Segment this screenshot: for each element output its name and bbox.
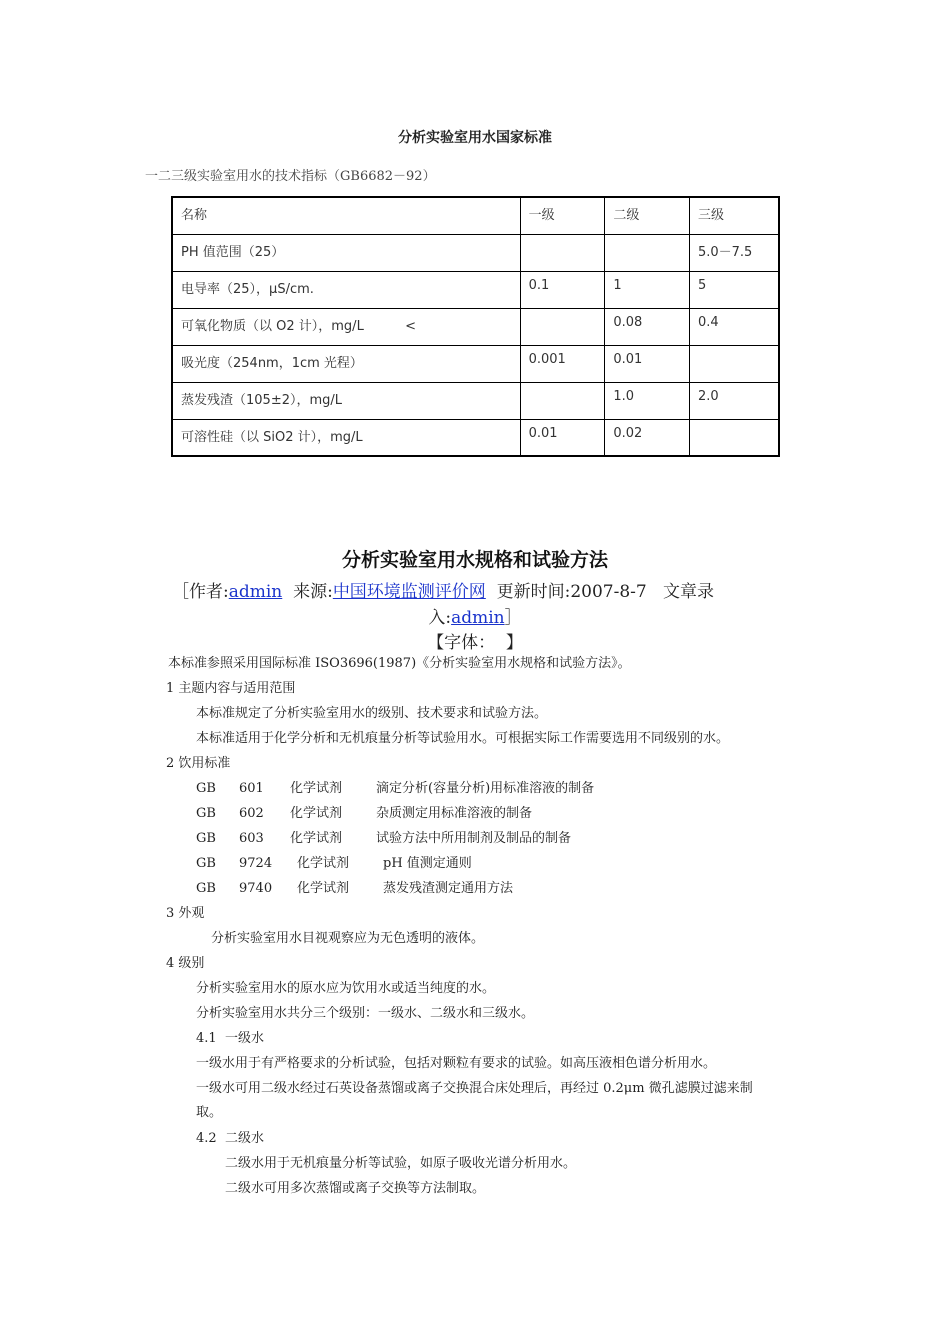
table-cell: 0.01: [605, 345, 690, 382]
article-meta-line-2: [0, 603, 950, 628]
table-header-cell: 三级: [689, 197, 779, 234]
ref-title: 杂质测定用标准溶液的制备: [376, 806, 533, 821]
ref-prefix: GB: [196, 806, 216, 821]
table-cell: 0.02: [605, 419, 690, 456]
table-cell: PH 值范围（25）: [172, 234, 520, 271]
subsection-heading: 4.2 二级水: [196, 1131, 264, 1146]
table-cell: 0.08: [605, 308, 690, 345]
table-cell: [520, 308, 605, 345]
table-cell: 0.1: [520, 271, 605, 308]
table-cell: 5: [689, 271, 779, 308]
table-cell: 可氧化物质（以 O2 计），mg/L <: [172, 308, 520, 345]
table-header-cell: 二级: [605, 197, 690, 234]
paragraph: 一级水用于有严格要求的分析试验，包括对颗粒有要求的试验。如高压液相色谱分析用水。: [196, 1056, 717, 1071]
table-cell: [520, 382, 605, 419]
reference-item: [196, 830, 571, 848]
reference-item: [196, 780, 594, 798]
table-row: [172, 419, 779, 456]
ref-number: 9724: [239, 856, 273, 871]
table-header-cell: 一级: [520, 197, 605, 234]
author-link[interactable]: admin: [228, 582, 283, 602]
table-row: [172, 271, 779, 308]
font-size-selector[interactable]: 【字体： 】: [427, 633, 523, 653]
section-heading: 3 外观: [166, 906, 205, 921]
article-meta-line: [172, 577, 714, 602]
ref-number: 603: [239, 831, 264, 846]
paragraph-continuation: 取。: [196, 1105, 223, 1120]
table-cell: 5.0－7.5: [689, 234, 779, 271]
document-title: 分析实验室用水国家标准: [398, 130, 552, 146]
table-row: [172, 345, 779, 382]
table-cell: 0.001: [520, 345, 605, 382]
ref-title: pH 值测定通则: [383, 856, 472, 871]
paragraph: 分析实验室用水的原水应为饮用水或适当纯度的水。: [196, 981, 496, 996]
meta-open: ［作者:: [172, 582, 229, 602]
subsection-heading: 4.1 一级水: [196, 1031, 264, 1046]
intro-paragraph: 本标准参照采用国际标准 ISO3696(1987)《分析实验室用水规格和试验方法》。: [168, 656, 631, 671]
table-cell: [605, 234, 690, 271]
table-cell: [689, 419, 779, 456]
paragraph: 一级水可用二级水经过石英设备蒸馏或离子交换混合床处理后，再经过 0.2μm 微孔滤膜过滤来制: [196, 1081, 753, 1096]
ref-prefix: GB: [196, 831, 216, 846]
ref-number: 9740: [239, 881, 273, 896]
ref-category: 化学试剂: [290, 781, 343, 796]
ref-category: 化学试剂: [290, 806, 343, 821]
article-title: 分析实验室用水规格和试验方法: [341, 549, 608, 571]
ref-title: 滴定分析(容量分析)用标准溶液的制备: [376, 781, 595, 796]
paragraph: 本标准规定了分析实验室用水的级别、技术要求和试验方法。: [196, 706, 548, 721]
section-heading: 1 主题内容与适用范围: [166, 681, 296, 696]
paragraph: 二级水用于无机痕量分析等试验，如原子吸收光谱分析用水。: [225, 1156, 577, 1171]
ref-category: 化学试剂: [297, 881, 350, 896]
table-header-cell: 名称: [172, 197, 520, 234]
table-header-row: [172, 197, 779, 234]
table-cell: [520, 234, 605, 271]
reference-item: [196, 880, 513, 898]
table-cell: 0.01: [520, 419, 605, 456]
table-caption: 一二三级实验室用水的技术指标（GB6682－92）: [145, 169, 436, 184]
table-row: [172, 308, 779, 345]
table-cell: 吸光度（254nm，1cm 光程）: [172, 345, 520, 382]
table-cell: 1: [605, 271, 690, 308]
table-cell: 2.0: [689, 382, 779, 419]
water-spec-table: [171, 196, 780, 457]
table-cell: 1.0: [605, 382, 690, 419]
table-cell: 0.4: [689, 308, 779, 345]
ref-number: 601: [239, 781, 264, 796]
section-heading: 2 饮用标准: [166, 756, 231, 771]
ref-category: 化学试剂: [297, 856, 350, 871]
section-heading: 4 级别: [166, 956, 205, 971]
updated-text: 更新时间:2007-8-7 文章录: [485, 582, 714, 602]
paragraph: 分析实验室用水目视观察应为无色透明的液体。: [211, 931, 485, 946]
source-link[interactable]: 中国环境监测评价网: [332, 582, 486, 602]
recorder-link[interactable]: admin: [451, 608, 505, 628]
ref-prefix: GB: [196, 856, 216, 871]
meta-close: ］: [504, 608, 522, 628]
paragraph: 分析实验室用水共分三个级别：一级水、二级水和三级水。: [196, 1006, 535, 1021]
table-cell: 蒸发残渣（105±2），mg/L: [172, 382, 520, 419]
ref-prefix: GB: [196, 781, 216, 796]
paragraph: 二级水可用多次蒸馏或离子交换等方法制取。: [225, 1181, 486, 1196]
source-label: 来源:: [282, 582, 333, 602]
table-cell: 可溶性硅（以 SiO2 计），mg/L: [172, 419, 520, 456]
ref-number: 602: [239, 806, 264, 821]
ref-title: 蒸发残渣测定通用方法: [383, 881, 514, 896]
table-row: [172, 382, 779, 419]
table-cell: [689, 345, 779, 382]
table-row: [172, 234, 779, 271]
ref-category: 化学试剂: [290, 831, 343, 846]
recorder-label: 入:: [428, 608, 452, 628]
ref-title: 试验方法中所用制剂及制品的制备: [376, 831, 572, 846]
reference-item: [196, 805, 532, 823]
table-cell: 电导率（25），μS/cm.: [172, 271, 520, 308]
reference-item: [196, 855, 472, 873]
paragraph: 本标准适用于化学分析和无机痕量分析等试验用水。可根据实际工作需要选用不同级别的水。: [196, 731, 730, 746]
ref-prefix: GB: [196, 881, 216, 896]
